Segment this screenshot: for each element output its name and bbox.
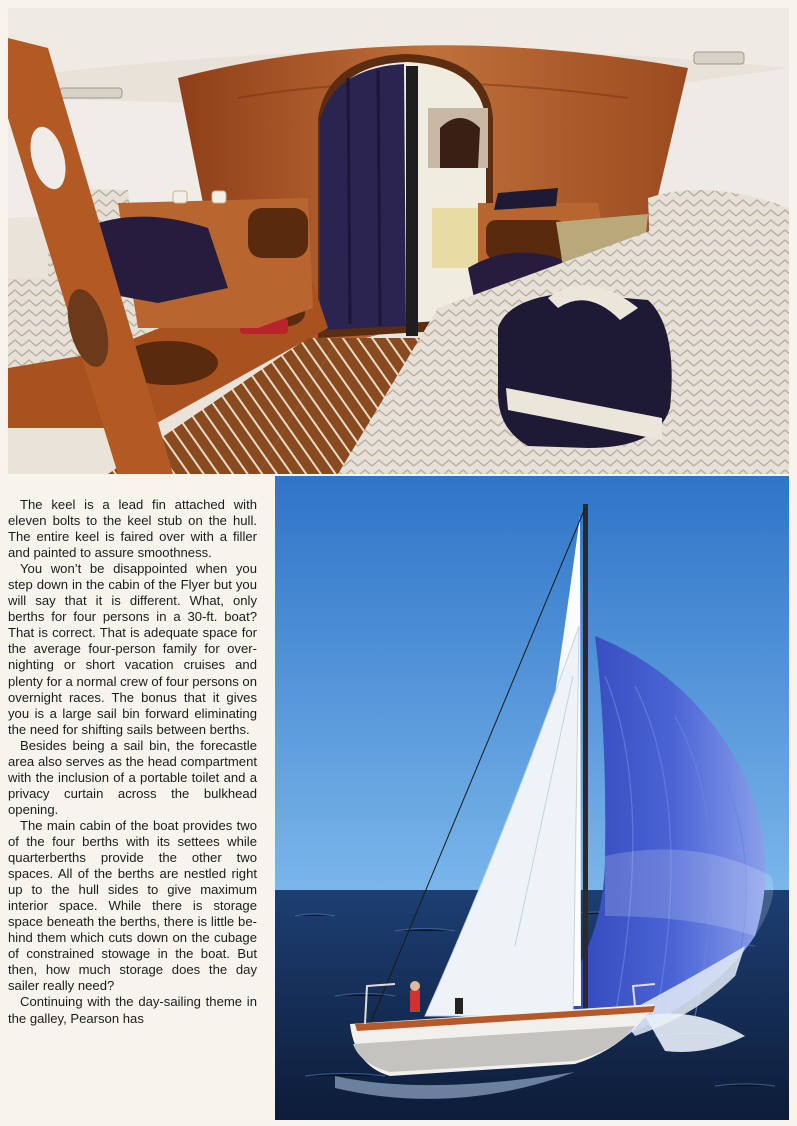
- article-paragraph-main-cabin: The main cabin of the boat provides two of the four berths with its settees while quarterberths provide the other two spaces. All of the berths are nestled right up to the hull sides to give maximum interior space. While there is storage space beneath the berths, there is little behind them which cuts down on the cubage of constrained stowage in the boat. But then, how much storage does the day sailer really need?: [8, 817, 257, 994]
- article-column: [8, 497, 257, 1027]
- article-paragraph-cabin: You won’t be disappointed when you step down in the cabin of the Flyer but you will say that it is different. What, only berths for four persons in a 30-ft. boat? That is correct. That is adequate space for the average four-person family for overnighting or short vacation cruises and plenty for a normal crew of four persons on overnight races. The bonus that it gives you is a large sail bin forward eliminating the need for shifting sails between berths.: [8, 561, 257, 737]
- cabin-interior-photo: [8, 8, 789, 474]
- article-paragraph-forecastle: Besides being a sail bin, the forecastle area also serves as the head compartment with the inclusion of a portable toilet and a privacy curtain across the bulkhead opening.: [8, 737, 257, 817]
- sailboat-illustration: [275, 476, 789, 1120]
- cabin-interior-illustration: [8, 8, 789, 474]
- sailboat-photo: [275, 476, 789, 1120]
- article-paragraph-galley: Continuing with the day-sailing theme in the galley, Pearson has: [8, 994, 257, 1026]
- article-paragraph-keel: The keel is a lead fin attached with eleven bolts to the keel stub on the hull. The entire keel is faired over with a filler and painted to assure smoothness.: [8, 497, 257, 561]
